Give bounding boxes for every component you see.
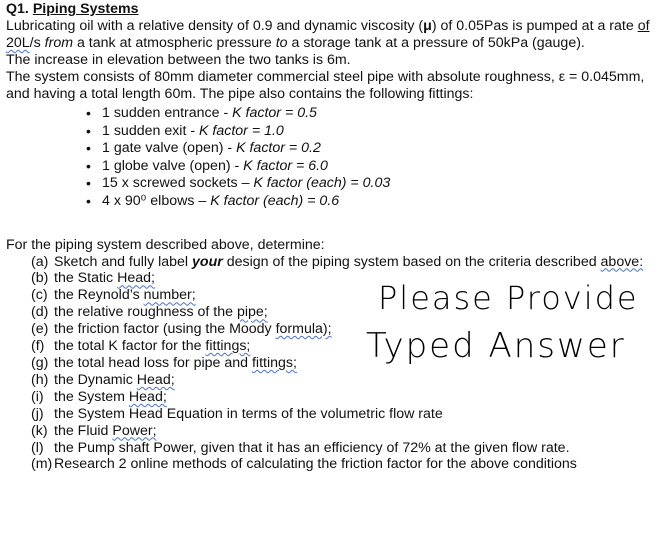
question-heading bbox=[6, 1, 654, 18]
handwritten-note-line1: Please Provide bbox=[378, 279, 639, 317]
list-item: (a) Sketch and fully label your design of the piping system based on the criteria described above: bbox=[31, 253, 644, 270]
list-item: • 15 x screwed sockets – K factor (each) = 0.03 bbox=[102, 175, 654, 193]
statement-text: a tank at atmospheric pressure bbox=[73, 35, 276, 51]
flow-rate-value: 20L bbox=[6, 35, 30, 51]
determine-intro: For the piping system described above, determine: bbox=[6, 236, 325, 253]
fittings-list bbox=[6, 105, 654, 211]
list-item: (m) Research 2 online methods of calculating the friction factor for the above conditions bbox=[31, 456, 577, 473]
rate-of-word: of bbox=[637, 18, 650, 34]
list-item: (e) the friction factor (using the Moody formula); bbox=[31, 321, 332, 338]
list-item: • 1 sudden entrance - K factor = 0.5 bbox=[102, 105, 654, 123]
list-item: • 4 x 90⁰ elbows – K factor (each) = 0.6 bbox=[102, 193, 654, 211]
list-item: • 1 sudden exit - K factor = 1.0 bbox=[102, 123, 654, 141]
elevation-statement: The increase in elevation between the two tanks is 6m. bbox=[6, 52, 351, 68]
list-item: • 1 gate valve (open) - K factor = 0.2 bbox=[102, 140, 654, 158]
statement-text: a storage tank at a pressure of 50kPa (gauge). bbox=[287, 35, 585, 51]
list-item: (i) the System Head; bbox=[31, 388, 167, 405]
list-item: (l) the Pump shaft Power, given that it has an efficiency of 72% at the given flow rate. bbox=[31, 439, 570, 456]
question-number: Q1. bbox=[6, 1, 29, 17]
list-item: (c) the Reynold’s number; bbox=[31, 287, 196, 304]
statement-text: ) of 0.05Pas is pumped at a rate bbox=[431, 18, 638, 34]
question-title: Piping Systems bbox=[32, 1, 139, 17]
list-item: • 1 globe valve (open) - K factor = 6.0 bbox=[102, 158, 654, 176]
list-item: (h) the Dynamic Head; bbox=[31, 371, 175, 388]
handwritten-note-line2: Typed Answer bbox=[366, 326, 626, 366]
list-item: (d) the relative roughness of the pipe; bbox=[31, 304, 268, 321]
list-item: (g) the total head loss for pipe and fittings; bbox=[31, 355, 297, 371]
pipe-statement: The system consists of 80mm diameter commercial steel pipe with absolute roughness, ε = 0.045mm, and having a total length 60m. The pipe also contains the following fittings: bbox=[6, 69, 645, 102]
statement-text: Lubricating oil with a relative density of 0.9 and dynamic viscosity ( bbox=[6, 18, 424, 34]
to-word: to bbox=[275, 35, 288, 51]
question-document bbox=[6, 1, 654, 473]
list-item: (b) the Static Head; bbox=[31, 270, 155, 287]
statement-text: /s bbox=[29, 35, 45, 51]
list-item: (f) the total K factor for the fittings; bbox=[31, 338, 251, 355]
problem-statement bbox=[6, 18, 654, 52]
list-item: (j) the System Head Equation in terms of the volumetric flow rate bbox=[31, 405, 443, 422]
list-item: (k) the Fluid Power; bbox=[31, 422, 157, 439]
from-word: from bbox=[44, 35, 74, 51]
mu-symbol: μ bbox=[423, 18, 432, 34]
